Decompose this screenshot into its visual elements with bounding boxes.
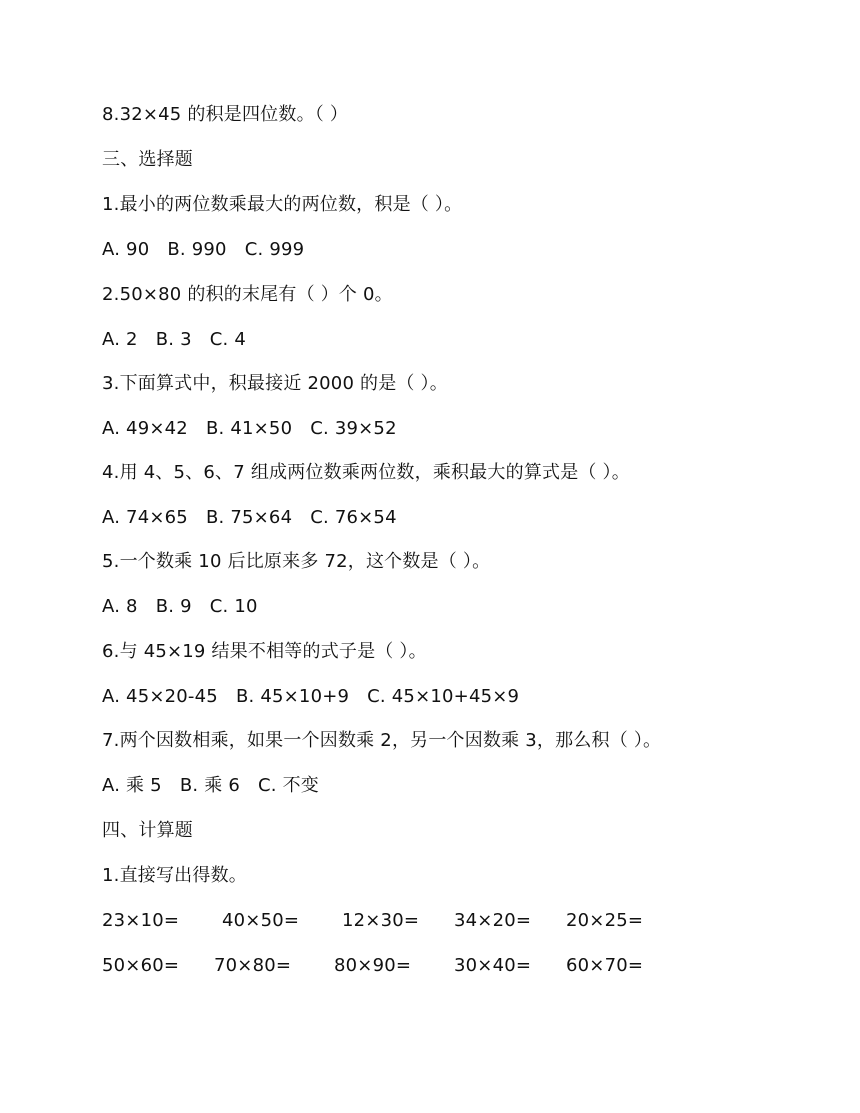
choice-question-2: 2.50×80 的积的末尾有（ ）个 0。 xyxy=(102,284,393,305)
option-a: A. 45×20-45 xyxy=(102,686,218,707)
choice-question-5: 5.一个数乘 10 后比原来多 72，这个数是（ ）。 xyxy=(102,551,491,572)
choice-options-4 xyxy=(102,506,397,530)
option-a: A. 2 xyxy=(102,329,138,350)
choice-question-7: 7.两个因数相乘，如果一个因数乘 2，另一个因数乘 3，那么积（ ）。 xyxy=(102,730,662,751)
option-a: A. 8 xyxy=(102,596,138,617)
choice-options-2 xyxy=(102,328,246,352)
option-a: A. 49×42 xyxy=(102,418,188,439)
calc-subheading: 1.直接写出得数。 xyxy=(102,865,247,886)
choice-options-1 xyxy=(102,238,304,262)
option-b: B. 45×10+9 xyxy=(235,686,350,707)
calc-item: 34×20= xyxy=(454,910,532,931)
calc-row-1 xyxy=(102,909,686,933)
option-a: A. 90 xyxy=(102,239,150,260)
calc-item: 50×60= xyxy=(102,955,180,976)
choice-question-4: 4.用 4、5、6、7 组成两位数乘两位数，乘积最大的算式是（ ）。 xyxy=(102,462,630,483)
judge-question-8: 8.32×45 的积是四位数。（ ） xyxy=(102,104,349,125)
calc-item: 20×25= xyxy=(566,910,644,931)
choice-options-3 xyxy=(102,417,397,441)
choice-question-1: 1.最小的两位数乘最大的两位数，积是（ ）。 xyxy=(102,194,463,215)
option-c: C. 10 xyxy=(209,596,258,617)
calc-item: 30×40= xyxy=(454,955,532,976)
option-c: C. 45×10+45×9 xyxy=(367,686,520,707)
section-heading-choice: 三、选择题 xyxy=(102,149,193,170)
calc-item: 23×10= xyxy=(102,910,180,931)
option-b: B. 990 xyxy=(167,239,227,260)
choice-options-5 xyxy=(102,595,258,619)
calc-row-2 xyxy=(102,954,686,978)
section-heading-calc: 四、计算题 xyxy=(102,820,193,841)
option-b: B. 75×64 xyxy=(205,507,293,528)
option-b: B. 乘 6 xyxy=(179,775,240,796)
option-b: B. 9 xyxy=(155,596,192,617)
calc-item: 60×70= xyxy=(566,955,644,976)
option-b: B. 3 xyxy=(155,329,192,350)
calc-item: 12×30= xyxy=(342,910,420,931)
calc-item: 40×50= xyxy=(222,910,300,931)
option-c: C. 999 xyxy=(244,239,305,260)
choice-options-6 xyxy=(102,685,519,709)
option-c: C. 4 xyxy=(209,329,247,350)
option-c: C. 76×54 xyxy=(310,507,397,528)
option-a: A. 乘 5 xyxy=(102,775,162,796)
option-b: B. 41×50 xyxy=(205,418,293,439)
option-c: C. 39×52 xyxy=(310,418,397,439)
calc-item: 70×80= xyxy=(214,955,292,976)
option-c: C. 不变 xyxy=(258,775,320,796)
choice-question-6: 6.与 45×19 结果不相等的式子是（ ）。 xyxy=(102,641,427,662)
choice-question-3: 3.下面算式中，积最接近 2000 的是（ ）。 xyxy=(102,373,448,394)
option-a: A. 74×65 xyxy=(102,507,188,528)
calc-item: 80×90= xyxy=(334,955,412,976)
choice-options-7 xyxy=(102,774,319,798)
